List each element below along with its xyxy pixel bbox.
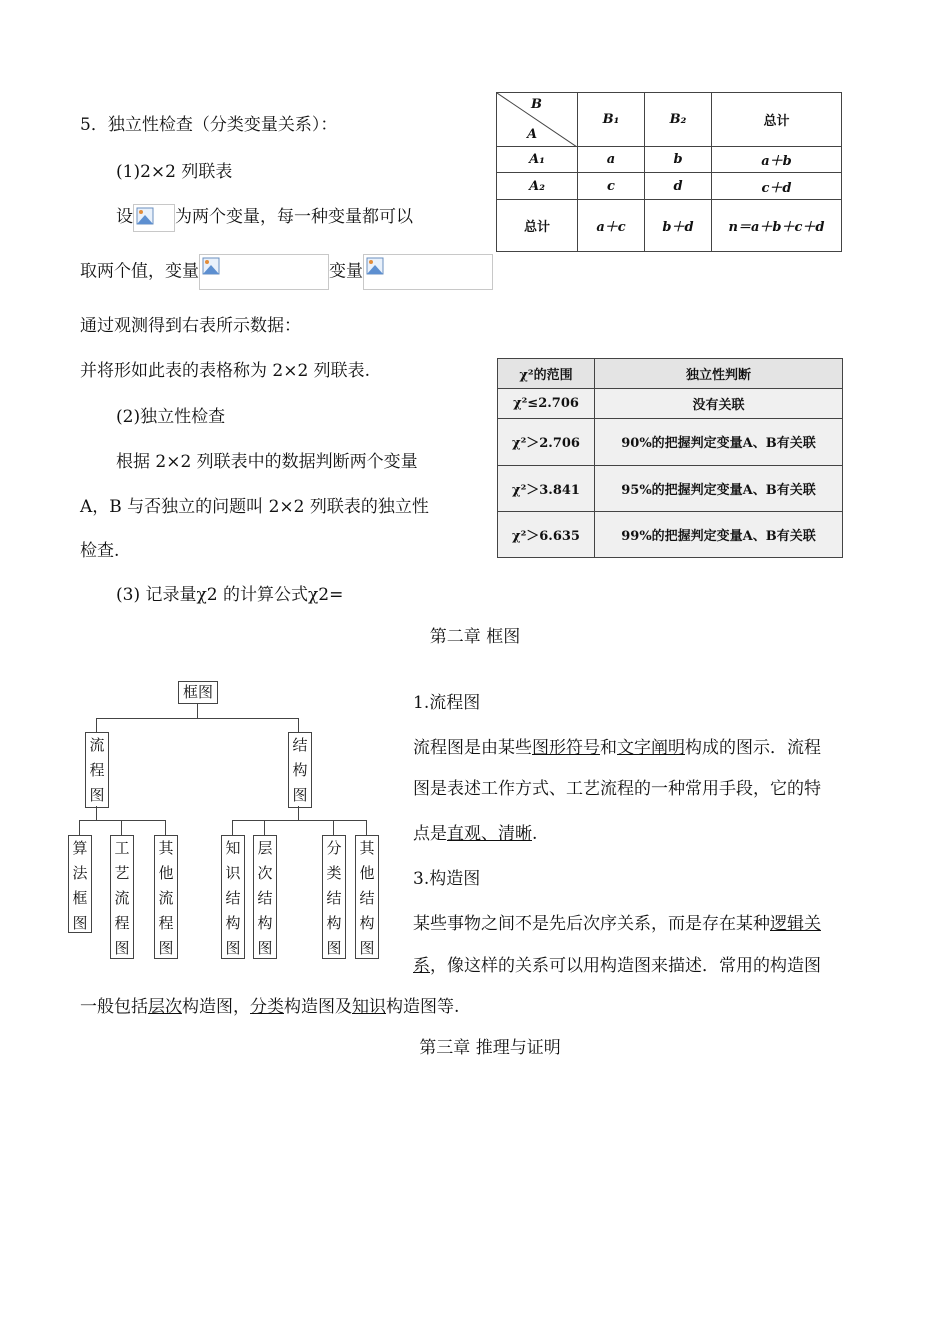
paragraph-variables	[116, 202, 413, 232]
chapter-title: 第三章 推理与证明	[419, 1038, 561, 1058]
table-cell: 95%的把握判定变量A、B有关联	[595, 465, 843, 511]
diagram-leaf-box: 其 他 结 构 图	[355, 835, 379, 959]
underlined-term: 图形符号	[532, 738, 600, 758]
underlined-term: 分类	[250, 997, 284, 1017]
diagram-leaf-box: 其 他 流 程 图	[154, 835, 178, 959]
corner-label-b: B	[531, 97, 542, 112]
table-cell: a	[578, 147, 645, 173]
text-run: 某些事物之间不是先后次序关系，而是存在某种	[413, 914, 770, 934]
text-run: .	[532, 824, 538, 844]
formula-image-placeholder	[133, 204, 175, 232]
text-run: 点是	[413, 824, 447, 844]
contingency-table	[496, 92, 842, 252]
paragraph-flowchart-line3	[413, 819, 537, 844]
chi-square-table	[497, 358, 843, 558]
table-corner-cell	[497, 93, 578, 147]
subheading-formula: (3) 记录量χ2 的计算公式χ2=	[116, 585, 344, 605]
subheading-flowchart: 1.流程图	[413, 693, 481, 713]
corner-label-a: A	[527, 127, 538, 142]
table-cell: χ²＞6.635	[498, 511, 595, 557]
table-cell: c	[578, 173, 645, 199]
text-variable: 变量	[329, 261, 363, 282]
text-take: 取两个值，变量	[80, 261, 199, 282]
diagram-leaf-box: 工 艺 流 程 图	[110, 835, 134, 959]
paragraph-structure-line1	[413, 909, 821, 934]
table-cell: b	[645, 147, 712, 173]
column-header: χ²的范围	[498, 359, 595, 389]
underlined-term: 系	[413, 956, 430, 976]
underlined-term: 知识	[352, 997, 386, 1017]
paragraph-structure-line3	[80, 992, 459, 1017]
paragraph-flowchart-line2: 图是表述工作方式、工艺流程的一种常用手段，它的特	[413, 779, 821, 799]
table-cell: 90%的把握判定变量A、B有关联	[595, 419, 843, 465]
section-heading: 5．独立性检查（分类变量关系）：	[80, 115, 338, 135]
diagram-leaf-box: 算 法 框 图	[68, 835, 92, 933]
text-run: 和	[600, 738, 617, 758]
paragraph-structure-line2	[413, 951, 821, 976]
diagram-right-box: 结 构 图	[288, 732, 312, 808]
table-cell: χ²＞2.706	[498, 419, 595, 465]
text-she: 设	[116, 207, 133, 227]
column-header: 总计	[712, 93, 842, 147]
text-run: 构造图等.	[386, 997, 460, 1017]
table-cell: χ²＞3.841	[498, 465, 595, 511]
table-cell: 没有关联	[595, 389, 843, 419]
broken-image-icon	[202, 257, 220, 275]
diagram-leaf-box: 知 识 结 构 图	[221, 835, 245, 959]
diagram-left-box: 流 程 图	[85, 732, 109, 808]
table-cell: 99%的把握判定变量A、B有关联	[595, 511, 843, 557]
paragraph-judge-line3: 检查.	[80, 541, 120, 561]
text-run: 构成的图示．流程	[685, 738, 821, 758]
formula-image-placeholder	[199, 254, 329, 290]
table-cell: n＝a＋b＋c＋d	[712, 199, 842, 251]
subheading-independence: (2)独立性检查	[116, 407, 226, 427]
paragraph-judge-line1: 根据 2×2 列联表中的数据判断两个变量	[116, 452, 418, 472]
subheading-contingency: (1)2×2 列联表	[116, 162, 233, 182]
broken-image-icon	[366, 257, 384, 275]
table-cell: d	[645, 173, 712, 199]
table-cell: a＋c	[578, 199, 645, 251]
underlined-term: 层次	[148, 997, 182, 1017]
subheading-structure-chart: 3.构造图	[413, 869, 481, 889]
diagram-leaf-box: 分 类 结 构 图	[322, 835, 346, 959]
paragraph-take-values	[80, 254, 493, 290]
chapter-title: 第二章 框图	[429, 627, 521, 647]
paragraph-judge-line2: A，B 与否独立的问题叫 2×2 列联表的独立性	[80, 497, 429, 517]
row-header: A₁	[497, 147, 578, 173]
table-cell: b＋d	[645, 199, 712, 251]
formula-image-placeholder	[363, 254, 493, 290]
broken-image-icon	[136, 207, 154, 225]
underlined-term: 逻辑关	[770, 914, 821, 934]
table-cell: a＋b	[712, 147, 842, 173]
text-she-rest: 为两个变量，每一种变量都可以	[175, 207, 413, 227]
paragraph-define: 并将形如此表的表格称为 2×2 列联表.	[80, 361, 371, 381]
text-run: ，像这样的关系可以用构造图来描述．常用的构造图	[430, 956, 821, 976]
text-run: 流程图是由某些	[413, 738, 532, 758]
text-run: 构造图，	[182, 997, 250, 1017]
row-header: 总计	[497, 199, 578, 251]
column-header: B₁	[578, 93, 645, 147]
underlined-term: 直观、清晰	[447, 824, 532, 844]
diagram-leaf-box: 层 次 结 构 图	[253, 835, 277, 959]
paragraph-flowchart-line1	[413, 733, 821, 758]
column-header: B₂	[645, 93, 712, 147]
underlined-term: 文字阐明	[617, 738, 685, 758]
paragraph-observe: 通过观测得到右表所示数据：	[80, 316, 301, 336]
diagram-root-box: 框图	[178, 681, 218, 704]
text-run: 构造图及	[284, 997, 352, 1017]
column-header: 独立性判断	[595, 359, 843, 389]
row-header: A₂	[497, 173, 578, 199]
table-cell: c＋d	[712, 173, 842, 199]
text-run: 一般包括	[80, 997, 148, 1017]
table-cell: χ²≤2.706	[498, 389, 595, 419]
